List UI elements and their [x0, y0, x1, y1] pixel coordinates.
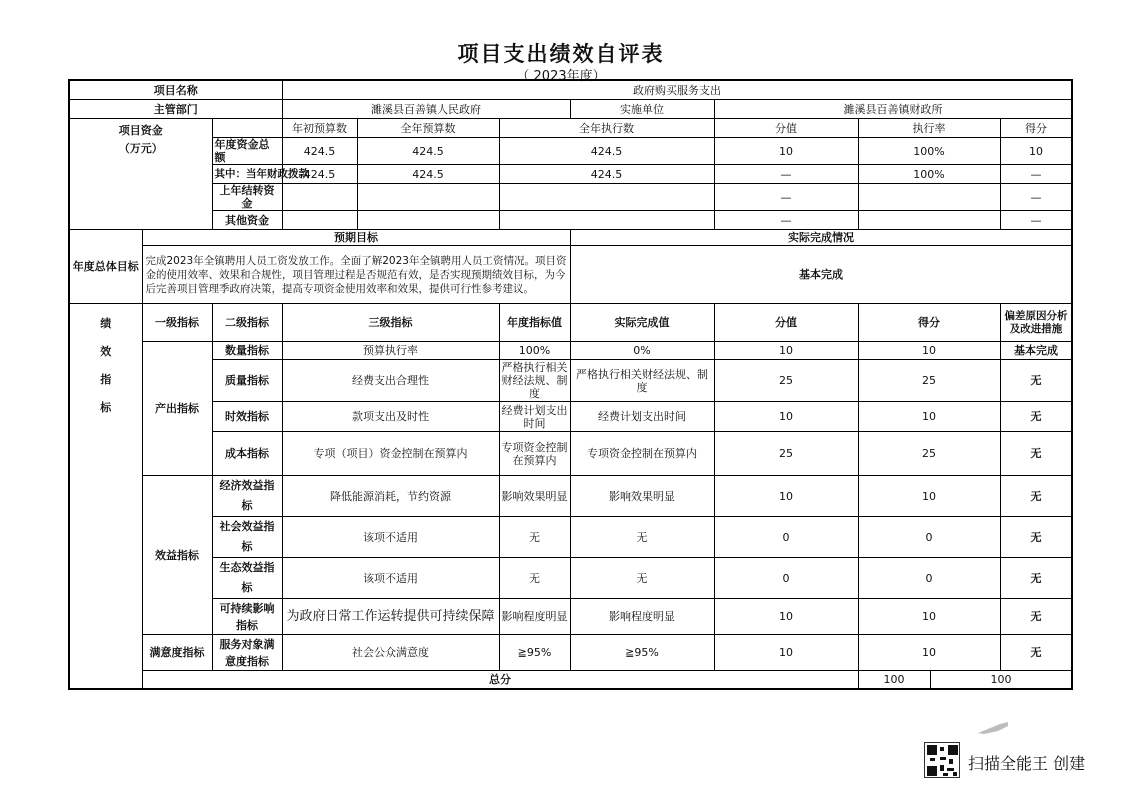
ind-level3: 预算执行率 — [282, 342, 499, 360]
funds-cell — [499, 184, 714, 211]
ind-level3: 经费支出合理性 — [282, 360, 499, 402]
scanner-watermark-text: 扫描全能王 创建 — [968, 754, 1086, 773]
funds-row-label: 年度资金总额 — [212, 138, 282, 165]
funds-cell: — — [714, 165, 858, 184]
funds-cell: 424.5 — [357, 165, 499, 184]
ind-score: 10 — [858, 402, 1000, 432]
goal-label: 年度总体目标 — [69, 230, 142, 304]
ind-target: 无 — [499, 517, 570, 558]
ind-analysis: 无 — [1000, 360, 1072, 402]
ind-level2: 质量指标 — [212, 360, 282, 402]
ind-level3: 为政府日常工作运转提供可持续保障 — [282, 599, 499, 635]
ind-target: 影响效果明显 — [499, 476, 570, 517]
ind-header-analysis: 偏差原因分析及改进措施 — [1000, 304, 1072, 342]
evaluation-table — [68, 79, 1073, 690]
ind-actual: 0% — [570, 342, 714, 360]
impl-value: 濉溪县百善镇财政所 — [714, 100, 1072, 119]
funds-cell: 424.5 — [499, 165, 714, 184]
funds-cell: 424.5 — [499, 138, 714, 165]
funds-cell: 424.5 — [282, 138, 357, 165]
ind-score-value: 10 — [714, 402, 858, 432]
funds-cell — [357, 184, 499, 211]
page-title: 项目支出绩效自评表 — [457, 42, 665, 66]
ind-score: 10 — [858, 342, 1000, 360]
ind-level3: 专项（项目）资金控制在预算内 — [282, 432, 499, 476]
ind-header-level3: 三级指标 — [282, 304, 499, 342]
ind-target: 100% — [499, 342, 570, 360]
funds-cell: — — [1000, 165, 1072, 184]
ind-score: 0 — [858, 517, 1000, 558]
funds-cell: 424.5 — [357, 138, 499, 165]
funds-header: 年初预算数 — [282, 119, 357, 138]
funds-cell — [499, 211, 714, 230]
ind-header-target: 年度指标值 — [499, 304, 570, 342]
funds-cell: 100% — [858, 138, 1000, 165]
ind-header-actual: 实际完成值 — [570, 304, 714, 342]
ind-header-score-value: 分值 — [714, 304, 858, 342]
funds-cell — [858, 211, 1000, 230]
ind-score-value: 10 — [714, 599, 858, 635]
ind-score-value: 25 — [714, 360, 858, 402]
goal-actual-text: 基本完成 — [570, 246, 1072, 304]
total-label: 总分 — [142, 671, 858, 689]
ind-analysis: 无 — [1000, 558, 1072, 599]
funds-row-label: 上年结转资金 — [212, 184, 282, 211]
ind-target: 影响程度明显 — [499, 599, 570, 635]
ind-score: 0 — [858, 558, 1000, 599]
ind-score-value: 25 — [714, 432, 858, 476]
funds-cell: 10 — [714, 138, 858, 165]
ind-score-value: 10 — [714, 476, 858, 517]
ind-analysis: 无 — [1000, 402, 1072, 432]
ind-score: 10 — [858, 476, 1000, 517]
group-satisfaction: 满意度指标 — [142, 635, 212, 671]
ind-level2: 可持续影响指标 — [212, 599, 282, 635]
total-score: 100 — [930, 671, 1072, 689]
ind-target: 严格执行相关财经法规、制度 — [499, 360, 570, 402]
ind-header-level2: 二级指标 — [212, 304, 282, 342]
group-output: 产出指标 — [142, 342, 212, 476]
ind-level3: 降低能源消耗，节约资源 — [282, 476, 499, 517]
funds-row-label: 其他资金 — [212, 211, 282, 230]
ind-actual: 无 — [570, 558, 714, 599]
page-subtitle: （ 2023年度） — [516, 69, 606, 84]
indicator-side-label: 绩 效 指 标 — [69, 304, 142, 689]
goal-actual-header: 实际完成情况 — [570, 230, 1072, 246]
funds-cell: 100% — [858, 165, 1000, 184]
ind-actual: 影响效果明显 — [570, 476, 714, 517]
funds-cell: 424.5 — [282, 165, 357, 184]
ind-level2: 数量指标 — [212, 342, 282, 360]
ind-actual: 经费计划支出时间 — [570, 402, 714, 432]
ind-analysis: 无 — [1000, 432, 1072, 476]
funds-cell — [282, 184, 357, 211]
group-benefit: 效益指标 — [142, 476, 212, 635]
funds-header: 全年执行数 — [499, 119, 714, 138]
ind-target: ≧95% — [499, 635, 570, 671]
ind-level3: 该项不适用 — [282, 558, 499, 599]
funds-header: 全年预算数 — [357, 119, 499, 138]
ind-actual: ≧95% — [570, 635, 714, 671]
funds-header: 分值 — [714, 119, 858, 138]
ind-score-value: 10 — [714, 635, 858, 671]
total-score-value: 100 — [858, 671, 930, 689]
ind-analysis: 无 — [1000, 476, 1072, 517]
funds-cell: — — [1000, 211, 1072, 230]
scanner-watermark — [924, 742, 1099, 778]
goal-expected-header: 预期目标 — [142, 230, 570, 246]
ind-level2: 时效指标 — [212, 402, 282, 432]
scan-smudge — [978, 722, 1008, 734]
ind-level2: 社会效益指标 — [212, 517, 282, 558]
funds-row-label: 其中：当年财政拨款 — [212, 165, 282, 184]
impl-label: 实施单位 — [570, 100, 714, 119]
funds-cell: — — [714, 211, 858, 230]
funds-cell: — — [1000, 184, 1072, 211]
ind-score: 10 — [858, 635, 1000, 671]
ind-header-score: 得分 — [858, 304, 1000, 342]
ind-analysis: 无 — [1000, 517, 1072, 558]
funds-cell — [357, 211, 499, 230]
ind-level2: 生态效益指标 — [212, 558, 282, 599]
qr-code-icon — [924, 742, 960, 778]
ind-actual: 影响程度明显 — [570, 599, 714, 635]
ind-level3: 款项支出及时性 — [282, 402, 499, 432]
ind-score-value: 0 — [714, 517, 858, 558]
dept-value: 濉溪县百善镇人民政府 — [282, 100, 570, 119]
ind-level2: 成本指标 — [212, 432, 282, 476]
ind-score-value: 10 — [714, 342, 858, 360]
project-name-label: 项目名称 — [69, 80, 282, 100]
ind-target: 专项资金控制在预算内 — [499, 432, 570, 476]
funds-cell: — — [714, 184, 858, 211]
ind-score: 25 — [858, 360, 1000, 402]
ind-actual: 无 — [570, 517, 714, 558]
funds-label: 项目资金 （万元） — [69, 119, 212, 230]
ind-score: 10 — [858, 599, 1000, 635]
ind-actual: 严格执行相关财经法规、制度 — [570, 360, 714, 402]
ind-target: 经费计划支出时间 — [499, 402, 570, 432]
dept-label: 主管部门 — [69, 100, 282, 119]
funds-cell — [858, 184, 1000, 211]
ind-actual: 专项资金控制在预算内 — [570, 432, 714, 476]
funds-cell: 10 — [1000, 138, 1072, 165]
ind-level3: 社会公众满意度 — [282, 635, 499, 671]
ind-level3: 该项不适用 — [282, 517, 499, 558]
funds-cell — [282, 211, 357, 230]
ind-analysis: 无 — [1000, 599, 1072, 635]
ind-analysis: 基本完成 — [1000, 342, 1072, 360]
goal-expected-text: 完成2023年全镇聘用人员工资发放工作。全面了解2023年全镇聘用人员工资情况。项目资金的使用效率、效果和合规性，项目管理过程是否规范有效，是否实现预期绩效目标，为今后完善项目管理季政府决策，提高专项资金使用效率和效果，提供可行性参考建议。 — [142, 246, 570, 304]
ind-analysis: 无 — [1000, 635, 1072, 671]
funds-header: 执行率 — [858, 119, 1000, 138]
funds-blank-header — [212, 119, 282, 138]
ind-target: 无 — [499, 558, 570, 599]
project-name-value: 政府购买服务支出 — [282, 80, 1072, 100]
ind-score: 25 — [858, 432, 1000, 476]
ind-level2: 经济效益指标 — [212, 476, 282, 517]
ind-level2: 服务对象满意度指标 — [212, 635, 282, 671]
ind-score-value: 0 — [714, 558, 858, 599]
ind-header-level1: 一级指标 — [142, 304, 212, 342]
funds-header: 得分 — [1000, 119, 1072, 138]
